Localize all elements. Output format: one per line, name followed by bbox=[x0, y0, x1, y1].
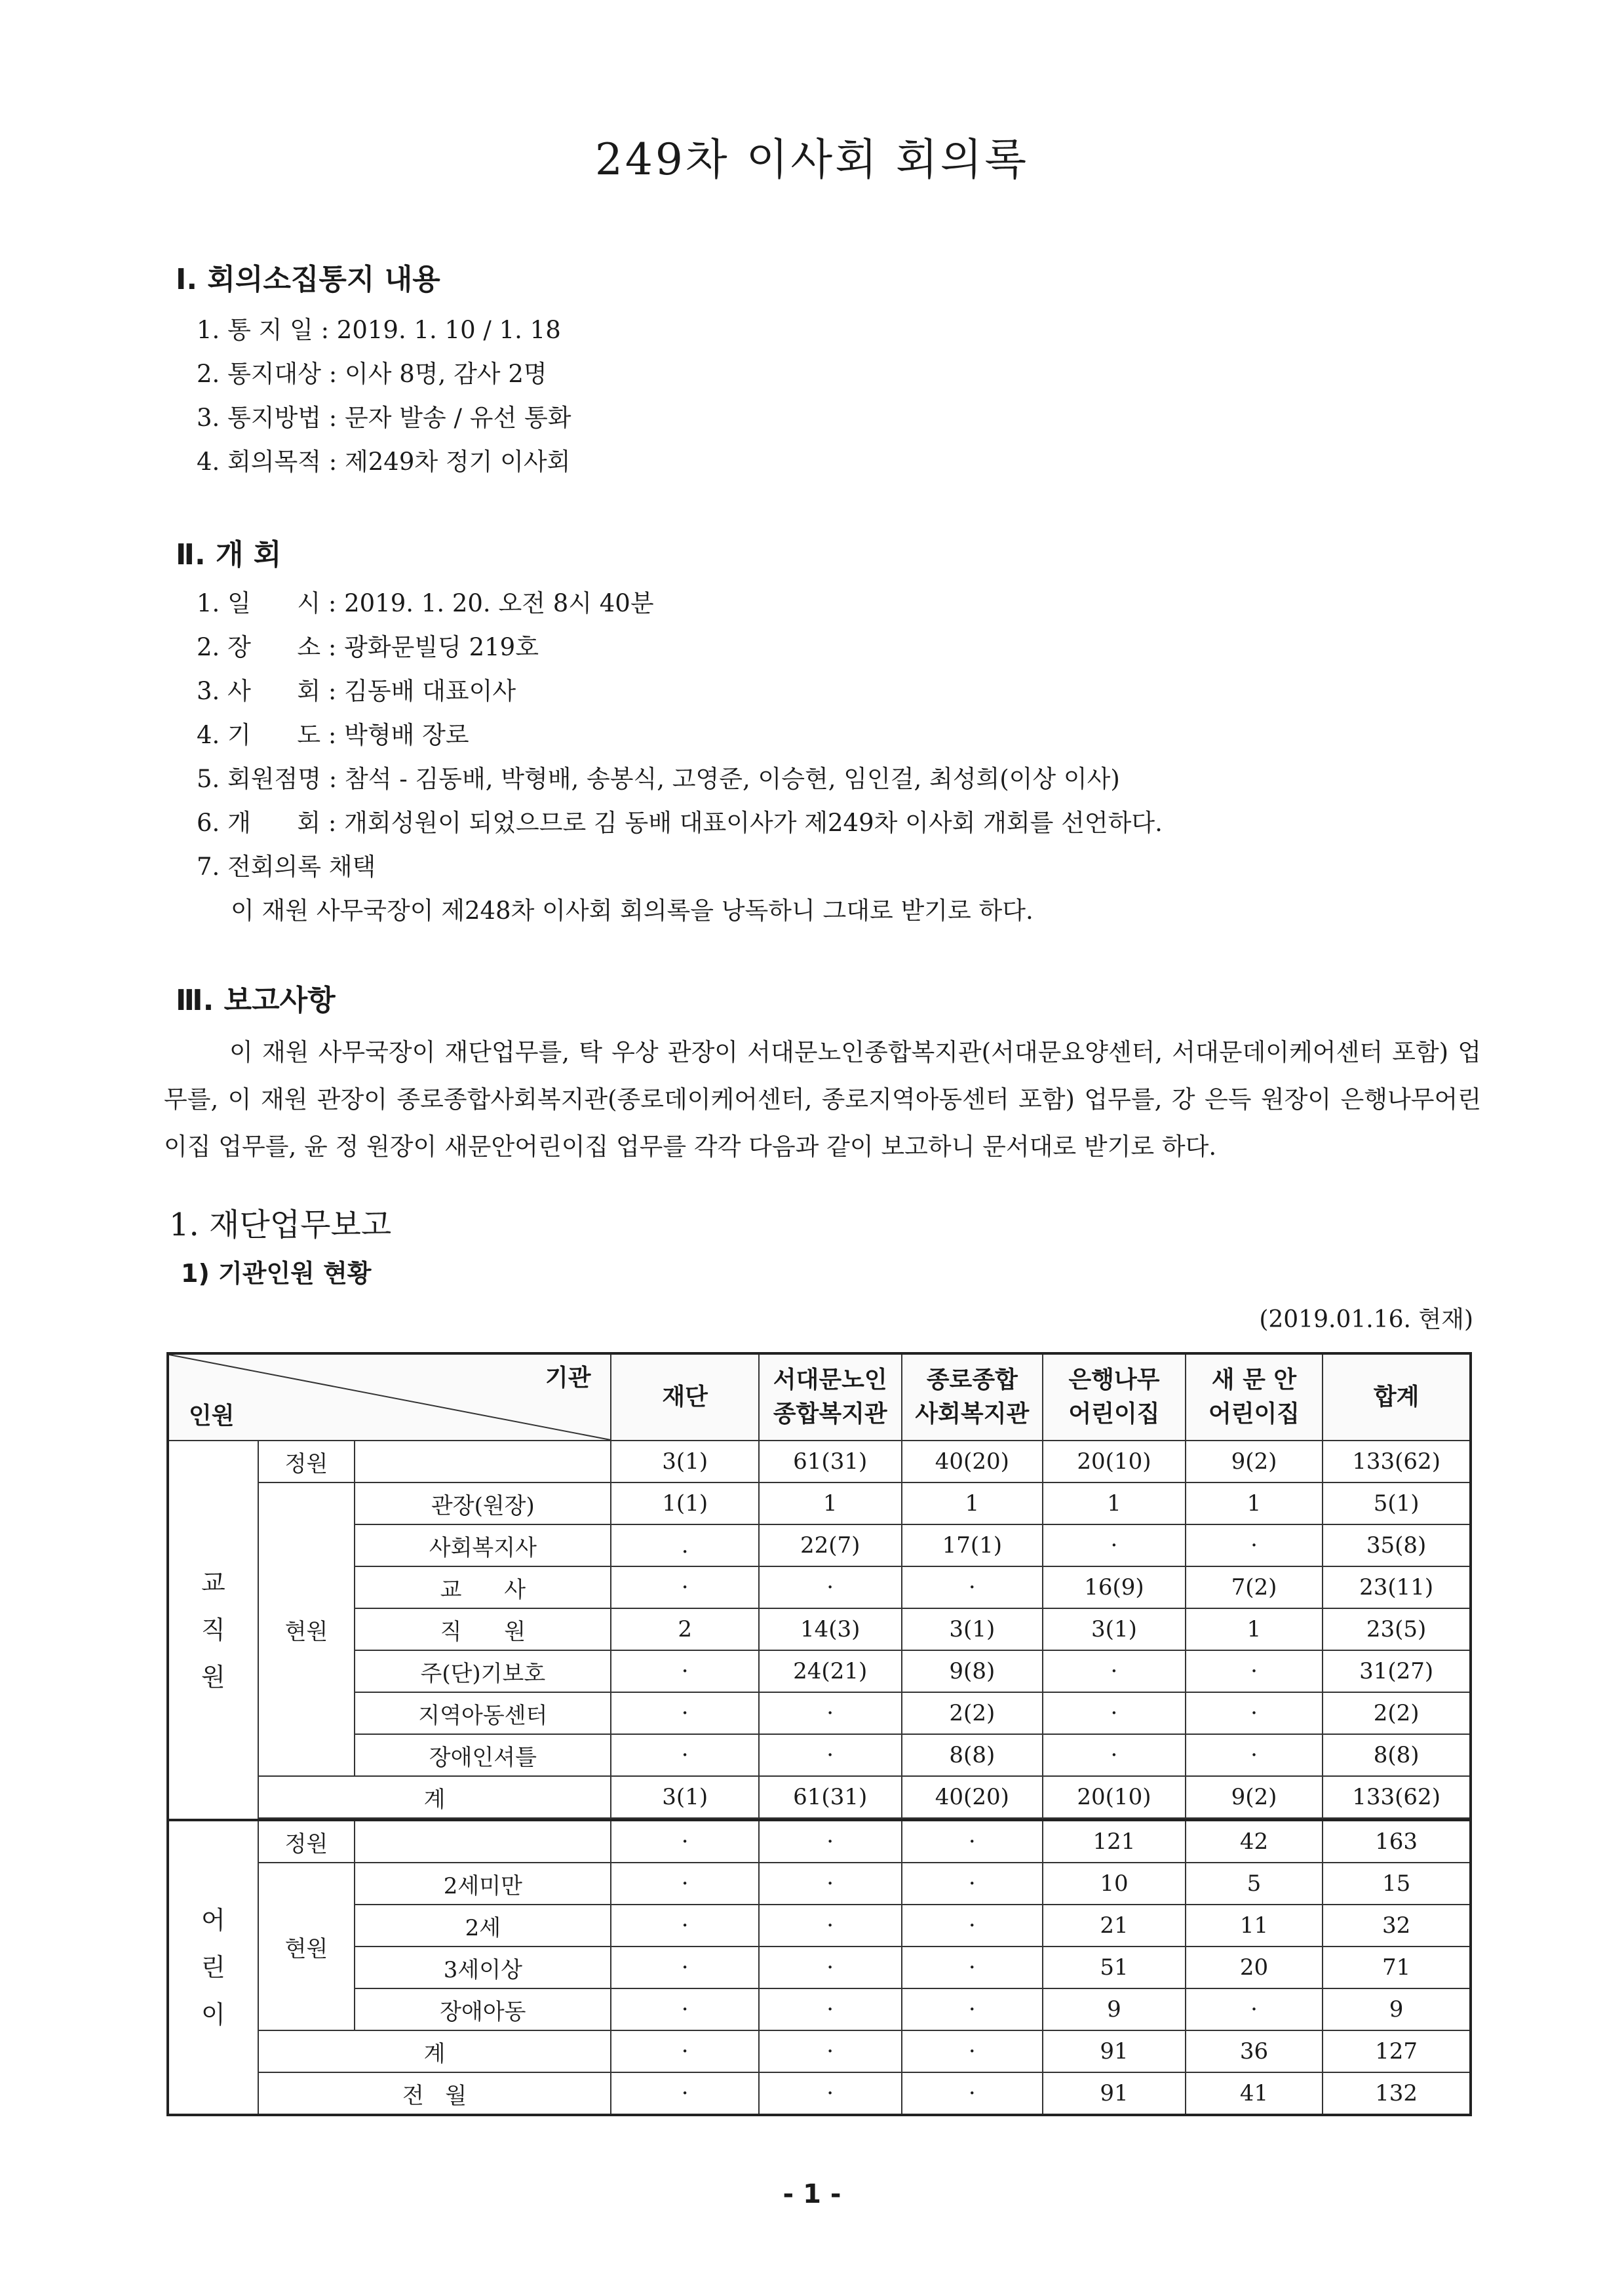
s1-item: 3. 통지방법 : 문자 발송 / 유선 통화 bbox=[197, 404, 571, 432]
cell: 31(27) bbox=[1323, 1650, 1471, 1692]
cell: 51 bbox=[1043, 1947, 1186, 1988]
cell: 9(8) bbox=[902, 1650, 1043, 1692]
column-header: 재단 bbox=[611, 1353, 758, 1441]
cell: 91 bbox=[1043, 2030, 1186, 2072]
cell: 16(9) bbox=[1043, 1566, 1186, 1608]
cell: · bbox=[759, 1566, 902, 1608]
cell: · bbox=[1186, 1650, 1323, 1692]
row-label: 지역아동센터 bbox=[355, 1692, 611, 1734]
cell: · bbox=[759, 2030, 902, 2072]
cell: · bbox=[1186, 1988, 1323, 2030]
row-label: 사회복지사 bbox=[355, 1524, 611, 1566]
column-header: 새 문 안 어린이집 bbox=[1186, 1353, 1323, 1441]
cell: 71 bbox=[1323, 1947, 1471, 1988]
cell: · bbox=[759, 1988, 902, 2030]
row-label: 2세 bbox=[355, 1905, 611, 1947]
cell: 9(2) bbox=[1186, 1776, 1323, 1818]
row-label-total: 계 bbox=[258, 2030, 611, 2072]
cell: 17(1) bbox=[902, 1524, 1043, 1566]
s2-item: 5. 회원점명 : 참석 - 김동배, 박형배, 송봉식, 고영준, 이승현, 임인걸, 최성희(이상 이사) bbox=[197, 765, 1120, 793]
corner-label-personnel: 인원 bbox=[189, 1403, 235, 1429]
cell: 11 bbox=[1186, 1905, 1323, 1947]
cell: 21 bbox=[1043, 1905, 1186, 1947]
cell: 2 bbox=[611, 1608, 758, 1650]
date-note: (2019.01.16. 현재) bbox=[1259, 1306, 1473, 1333]
subsection-heading: 1. 재단업무보고 bbox=[169, 1207, 392, 1243]
row-label: 정원 bbox=[258, 1441, 355, 1482]
cell: 3(1) bbox=[1043, 1608, 1186, 1650]
row-group-current: 현원 bbox=[258, 1482, 355, 1776]
cell: 1 bbox=[1186, 1482, 1323, 1524]
cell: 14(3) bbox=[759, 1608, 902, 1650]
cell: 24(21) bbox=[759, 1650, 902, 1692]
s1-item: 2. 통지대상 : 이사 8명, 감사 2명 bbox=[197, 360, 547, 388]
s2-item: 1. 일 시 : 2019. 1. 20. 오전 8시 40분 bbox=[197, 589, 654, 617]
row-label-empty bbox=[355, 1441, 611, 1482]
page-title: 249차 이사회 회의록 bbox=[594, 134, 1030, 185]
cell: · bbox=[1186, 1734, 1323, 1776]
cell: 10 bbox=[1043, 1863, 1186, 1905]
group-label-children: 어 린 이 bbox=[168, 1820, 258, 2115]
cell: 121 bbox=[1043, 1820, 1186, 1863]
cell: · bbox=[759, 1734, 902, 1776]
cell: · bbox=[611, 1650, 758, 1692]
row-label: 정원 bbox=[258, 1820, 355, 1863]
corner-label-institution: 기관 bbox=[545, 1365, 591, 1391]
cell: · bbox=[611, 1734, 758, 1776]
s2-item: 이 재원 사무국장이 제248차 이사회 회의록을 낭독하니 그대로 받기로 하다. bbox=[231, 897, 1034, 925]
cell: · bbox=[1043, 1524, 1186, 1566]
row-label-previous-month: 전 월 bbox=[258, 2072, 611, 2115]
cell: . bbox=[611, 1524, 758, 1566]
cell: 1 bbox=[1043, 1482, 1186, 1524]
cell: · bbox=[611, 1988, 758, 2030]
cell: 7(2) bbox=[1186, 1566, 1323, 1608]
cell: 3(1) bbox=[902, 1608, 1043, 1650]
cell: 1 bbox=[759, 1482, 902, 1524]
row-group-current: 현원 bbox=[258, 1863, 355, 2030]
row-label: 직 원 bbox=[355, 1608, 611, 1650]
cell: · bbox=[902, 1947, 1043, 1988]
cell: 163 bbox=[1323, 1820, 1471, 1863]
cell: 61(31) bbox=[759, 1441, 902, 1482]
subsection-1-heading: 1) 기관인원 현황 bbox=[181, 1259, 372, 1288]
cell: 5 bbox=[1186, 1863, 1323, 1905]
cell: · bbox=[611, 1692, 758, 1734]
cell: 3(1) bbox=[611, 1776, 758, 1818]
s3-paragraph: 이 재원 사무국장이 재단업무를, 탁 우상 관장이 서대문노인종합복지관(서대문요양센터, 서대문데이케어센터 포함) 업무를, 이 재원 관장이 종로종합사회복지관(종로데이케어센터, 종로지역아동센터 포함) 업무를, 강 은득 원장이 은행나무어린이집 업무를, 윤 정 원장이 새문안어린이집 업무를 각각 다음과 같이 보고하니 문서대로 받기로 하다. bbox=[164, 1038, 1481, 1161]
group-label-staff: 교 직 원 bbox=[168, 1441, 258, 1820]
s1-item: 4. 회의목적 : 제249차 정기 이사회 bbox=[197, 448, 571, 476]
cell: 9 bbox=[1323, 1988, 1471, 2030]
cell: · bbox=[759, 1863, 902, 1905]
row-label: 장애아동 bbox=[355, 1988, 611, 2030]
cell: 1 bbox=[902, 1482, 1043, 1524]
s1-item: 1. 통 지 일 : 2019. 1. 10 / 1. 18 bbox=[197, 316, 561, 344]
cell: 1 bbox=[1186, 1608, 1323, 1650]
cell: 5(1) bbox=[1323, 1482, 1471, 1524]
row-label: 장애인셔틀 bbox=[355, 1734, 611, 1776]
s2-item: 7. 전회의록 채택 bbox=[197, 853, 376, 881]
row-label-total: 계 bbox=[258, 1776, 611, 1818]
cell: · bbox=[759, 2072, 902, 2115]
cell: 22(7) bbox=[759, 1524, 902, 1566]
cell: 2(2) bbox=[902, 1692, 1043, 1734]
cell: 133(62) bbox=[1323, 1776, 1471, 1818]
cell: · bbox=[611, 2072, 758, 2115]
column-header: 합계 bbox=[1323, 1353, 1471, 1441]
cell: 3(1) bbox=[611, 1441, 758, 1482]
cell: · bbox=[902, 1566, 1043, 1608]
cell: · bbox=[1043, 1650, 1186, 1692]
cell: · bbox=[1186, 1692, 1323, 1734]
cell: 132 bbox=[1323, 2072, 1471, 2115]
table-corner-header bbox=[168, 1353, 611, 1441]
cell: · bbox=[759, 1692, 902, 1734]
cell: 42 bbox=[1186, 1820, 1323, 1863]
cell: 9(2) bbox=[1186, 1441, 1323, 1482]
cell: · bbox=[759, 1947, 902, 1988]
cell: 35(8) bbox=[1323, 1524, 1471, 1566]
cell: · bbox=[759, 1905, 902, 1947]
cell: · bbox=[611, 2030, 758, 2072]
cell: 20(10) bbox=[1043, 1776, 1186, 1818]
row-label: 주(단)기보호 bbox=[355, 1650, 611, 1692]
cell: 61(31) bbox=[759, 1776, 902, 1818]
cell: 1(1) bbox=[611, 1482, 758, 1524]
cell: 2(2) bbox=[1323, 1692, 1471, 1734]
row-label: 관장(원장) bbox=[355, 1482, 611, 1524]
column-header: 서대문노인 종합복지관 bbox=[759, 1353, 902, 1441]
cell: 41 bbox=[1186, 2072, 1323, 2115]
row-label: 교 사 bbox=[355, 1566, 611, 1608]
cell: · bbox=[902, 2030, 1043, 2072]
cell: · bbox=[611, 1863, 758, 1905]
cell: 36 bbox=[1186, 2030, 1323, 2072]
section-2-heading: Ⅱ. 개 회 bbox=[176, 538, 282, 572]
cell: · bbox=[902, 1863, 1043, 1905]
s2-item: 6. 개 회 : 개회성원이 되었으므로 김 동배 대표이사가 제249차 이사회 개회를 선언하다. bbox=[197, 809, 1163, 837]
cell: 133(62) bbox=[1323, 1441, 1471, 1482]
cell: 40(20) bbox=[902, 1776, 1043, 1818]
row-label: 2세미만 bbox=[355, 1863, 611, 1905]
cell: · bbox=[611, 1947, 758, 1988]
s2-item: 3. 사 회 : 김동배 대표이사 bbox=[197, 677, 516, 705]
cell: 8(8) bbox=[902, 1734, 1043, 1776]
cell: · bbox=[1043, 1734, 1186, 1776]
page-number: - 1 - bbox=[783, 2179, 841, 2209]
cell: 23(11) bbox=[1323, 1566, 1471, 1608]
column-header: 종로종합 사회복지관 bbox=[902, 1353, 1043, 1441]
cell: · bbox=[1186, 1524, 1323, 1566]
cell: 91 bbox=[1043, 2072, 1186, 2115]
cell: · bbox=[611, 1820, 758, 1863]
cell: 127 bbox=[1323, 2030, 1471, 2072]
cell: 20(10) bbox=[1043, 1441, 1186, 1482]
s2-item: 2. 장 소 : 광화문빌딩 219호 bbox=[197, 633, 539, 661]
cell: 8(8) bbox=[1323, 1734, 1471, 1776]
section-3-heading: Ⅲ. 보고사항 bbox=[176, 984, 336, 1017]
column-header: 은행나무 어린이집 bbox=[1043, 1353, 1186, 1441]
s2-item: 4. 기 도 : 박형배 장로 bbox=[197, 721, 469, 749]
cell: · bbox=[611, 1905, 758, 1947]
cell: 9 bbox=[1043, 1988, 1186, 2030]
cell: 23(5) bbox=[1323, 1608, 1471, 1650]
cell: · bbox=[611, 1566, 758, 1608]
cell: 15 bbox=[1323, 1863, 1471, 1905]
row-label-empty bbox=[355, 1820, 611, 1863]
section-1-heading: Ⅰ. 회의소집통지 내용 bbox=[176, 263, 440, 296]
cell: · bbox=[902, 1820, 1043, 1863]
row-label: 3세이상 bbox=[355, 1947, 611, 1988]
cell: · bbox=[902, 1905, 1043, 1947]
cell: · bbox=[1043, 1692, 1186, 1734]
cell: 40(20) bbox=[902, 1441, 1043, 1482]
cell: 32 bbox=[1323, 1905, 1471, 1947]
cell: · bbox=[902, 2072, 1043, 2115]
cell: · bbox=[902, 1988, 1043, 2030]
staffing-table bbox=[166, 1352, 1472, 2116]
cell: 20 bbox=[1186, 1947, 1323, 1988]
cell: · bbox=[759, 1820, 902, 1863]
